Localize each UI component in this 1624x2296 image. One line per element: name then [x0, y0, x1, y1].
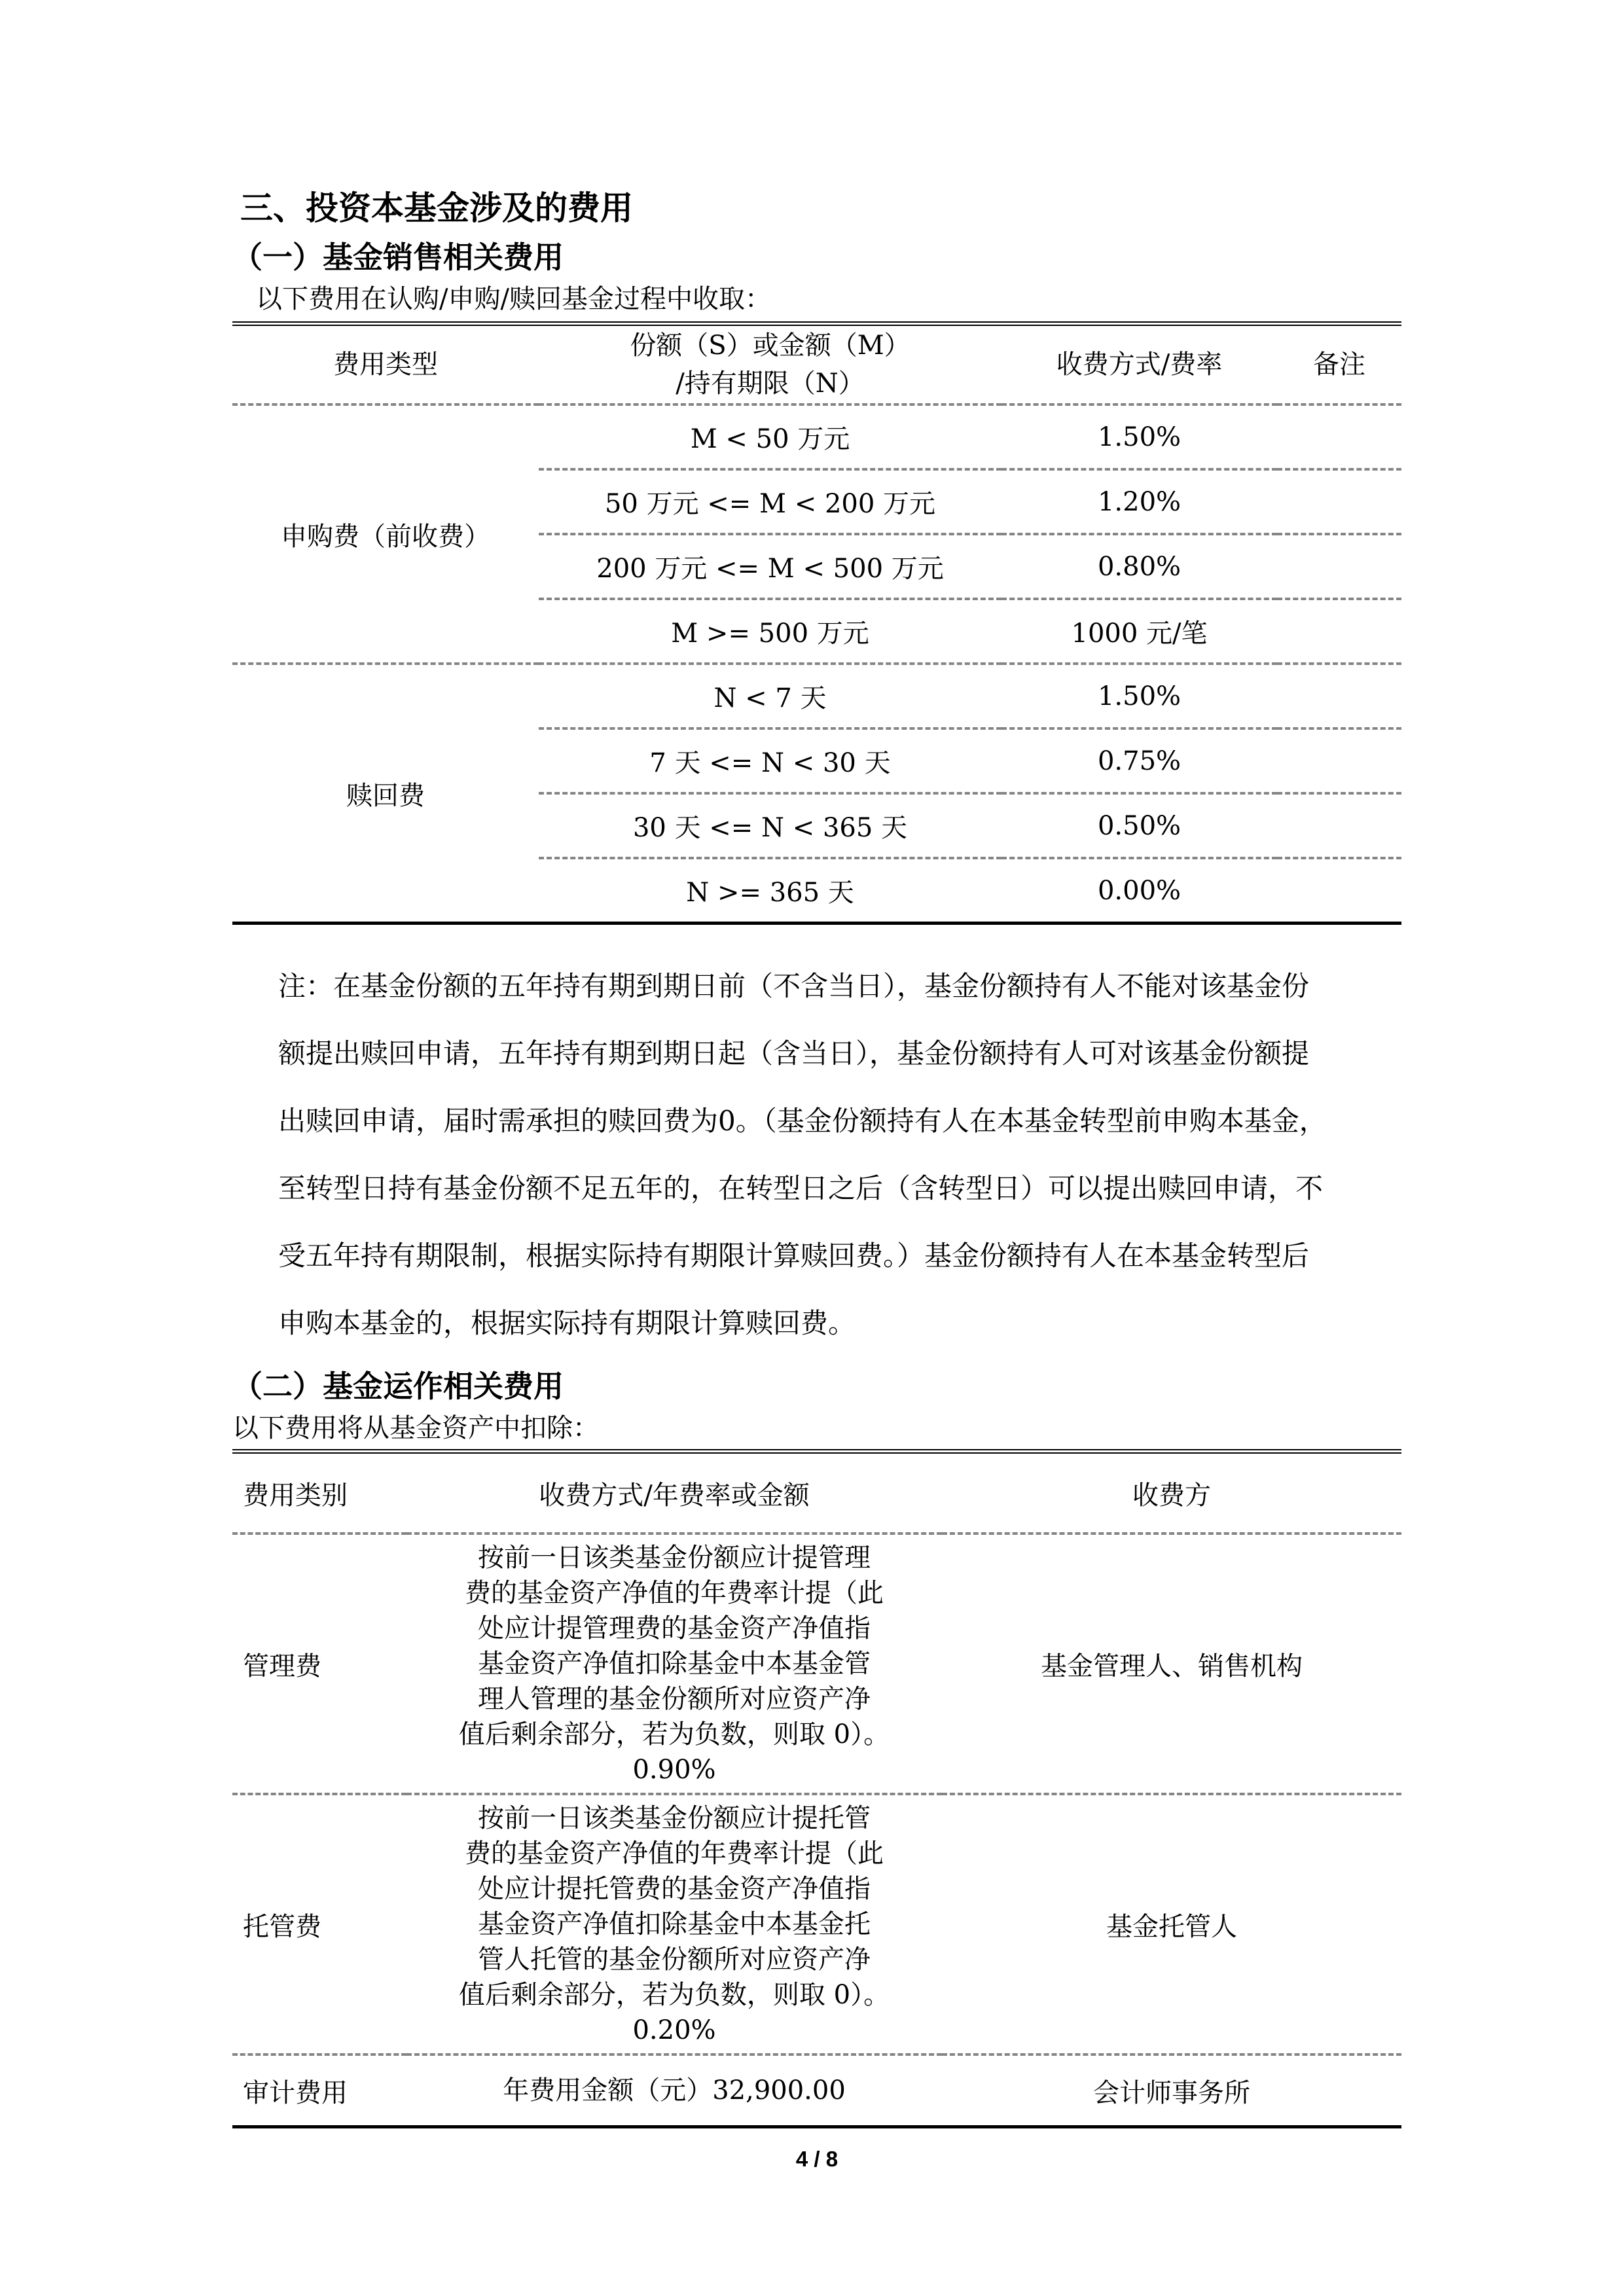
remark-cell	[1277, 793, 1401, 858]
fee-category-cell: 托管费	[232, 1794, 406, 2054]
sub-heading-sales-fees: （一）基金销售相关费用	[232, 240, 564, 275]
section-heading: 三、投资本基金涉及的费用	[240, 188, 633, 227]
col-header-payee: 收费方	[942, 1452, 1401, 1534]
fee-rate-cell: 1.50%	[1001, 664, 1277, 728]
page-content	[232, 188, 1401, 2172]
sub-heading-operation-fees: （二）基金运作相关费用	[232, 1369, 564, 1405]
table-row	[232, 664, 1401, 728]
group-label-subscription-fee: 申购费（前收费）	[232, 404, 539, 664]
remark-cell	[1277, 599, 1401, 664]
table-row	[232, 1534, 1401, 1794]
fee-condition-cell: N >= 365 天	[539, 858, 1001, 924]
col-header-remark: 备注	[1277, 324, 1401, 405]
table-header-row	[232, 324, 1401, 405]
fee-payee-cell: 会计师事务所	[942, 2054, 1401, 2127]
remark-cell	[1277, 664, 1401, 728]
col-header-fee-category: 费用类别	[232, 1452, 406, 1534]
table-row	[232, 404, 1401, 469]
fee-method-cell: 按前一日该类基金份额应计提托管 费的基金资产净值的年费率计提（此 处应计提托管费的基金资产净值指 基金资产净值扣除基金中本基金托 管人托管的基金份额所对应资产净 值后剩余部分，若为负数，则取 0）。 0.20%	[406, 1794, 942, 2054]
col-header-rate: 收费方式/费率	[1001, 324, 1277, 405]
remark-cell	[1277, 858, 1401, 924]
group-label-redemption-fee: 赎回费	[232, 664, 539, 924]
fee-rate-cell: 1000 元/笔	[1001, 599, 1277, 664]
col-header-method: 收费方式/年费率或金额	[406, 1452, 942, 1534]
remark-cell	[1277, 728, 1401, 793]
remark-cell	[1277, 404, 1401, 469]
fee-condition-cell: 50 万元 <= M < 200 万元	[539, 469, 1001, 534]
operation-fee-table	[232, 1449, 1401, 2128]
table-row	[232, 2054, 1401, 2127]
fee-rate-cell: 0.00%	[1001, 858, 1277, 924]
fee-rate-cell: 0.75%	[1001, 728, 1277, 793]
col-header-amount-or-period: 份额（S）或金额（M） /持有期限（N）	[539, 324, 1001, 405]
fee-rate-cell: 1.50%	[1001, 404, 1277, 469]
fee-condition-cell: M >= 500 万元	[539, 599, 1001, 664]
fee-rate-cell: 0.50%	[1001, 793, 1277, 858]
fee-condition-cell: 200 万元 <= M < 500 万元	[539, 534, 1001, 599]
table-row	[232, 1794, 1401, 2054]
redemption-note-paragraph: 注：在基金份额的五年持有期到期日前（不含当日），基金份额持有人不能对该基金份 额提出赎回申请，五年持有期到期日起（含当日），基金份额持有人可对该基金份额提 出赎回申请，届时需承担的赎回费为0。（基金份额持有人在本基金转型前申购本基金， 至转型日持有基金份额不足五年的，在转型日之后（含转型日）可以提出赎回申请，不 受五年持有期限制，根据实际持有期限计算赎回费。）基金份额持有人在本基金转型后 申购本基金的，根据实际持有期限计算赎回费。	[278, 970, 1327, 1340]
fee-rate-cell: 1.20%	[1001, 469, 1277, 534]
fee-category-cell: 审计费用	[232, 2054, 406, 2127]
fee-rate-cell: 0.80%	[1001, 534, 1277, 599]
fee-payee-cell: 基金管理人、销售机构	[942, 1534, 1401, 1794]
fee-condition-cell: 7 天 <= N < 30 天	[539, 728, 1001, 793]
table-header-row	[232, 1452, 1401, 1534]
fee-category-cell: 管理费	[232, 1534, 406, 1794]
remark-cell	[1277, 534, 1401, 599]
sales-fees-intro: 以下费用在认购/申购/赎回基金过程中收取：	[256, 284, 771, 315]
page-number: 4 / 8	[795, 2147, 839, 2172]
fee-condition-cell: M < 50 万元	[539, 404, 1001, 469]
col-header-fee-type: 费用类型	[232, 324, 539, 405]
operation-fees-intro: 以下费用将从基金资产中扣除：	[232, 1413, 599, 1444]
fee-condition-cell: N < 7 天	[539, 664, 1001, 728]
fee-condition-cell: 30 天 <= N < 365 天	[539, 793, 1001, 858]
sales-fee-table	[232, 321, 1401, 925]
fee-method-cell: 按前一日该类基金份额应计提管理 费的基金资产净值的年费率计提（此 处应计提管理费的基金资产净值指 基金资产净值扣除基金中本基金管 理人管理的基金份额所对应资产净 值后剩余部分，若为负数，则取 0）。 0.90%	[406, 1534, 942, 1794]
fee-method-cell: 年费用金额（元）32,900.00	[406, 2054, 942, 2127]
remark-cell	[1277, 469, 1401, 534]
fee-payee-cell: 基金托管人	[942, 1794, 1401, 2054]
